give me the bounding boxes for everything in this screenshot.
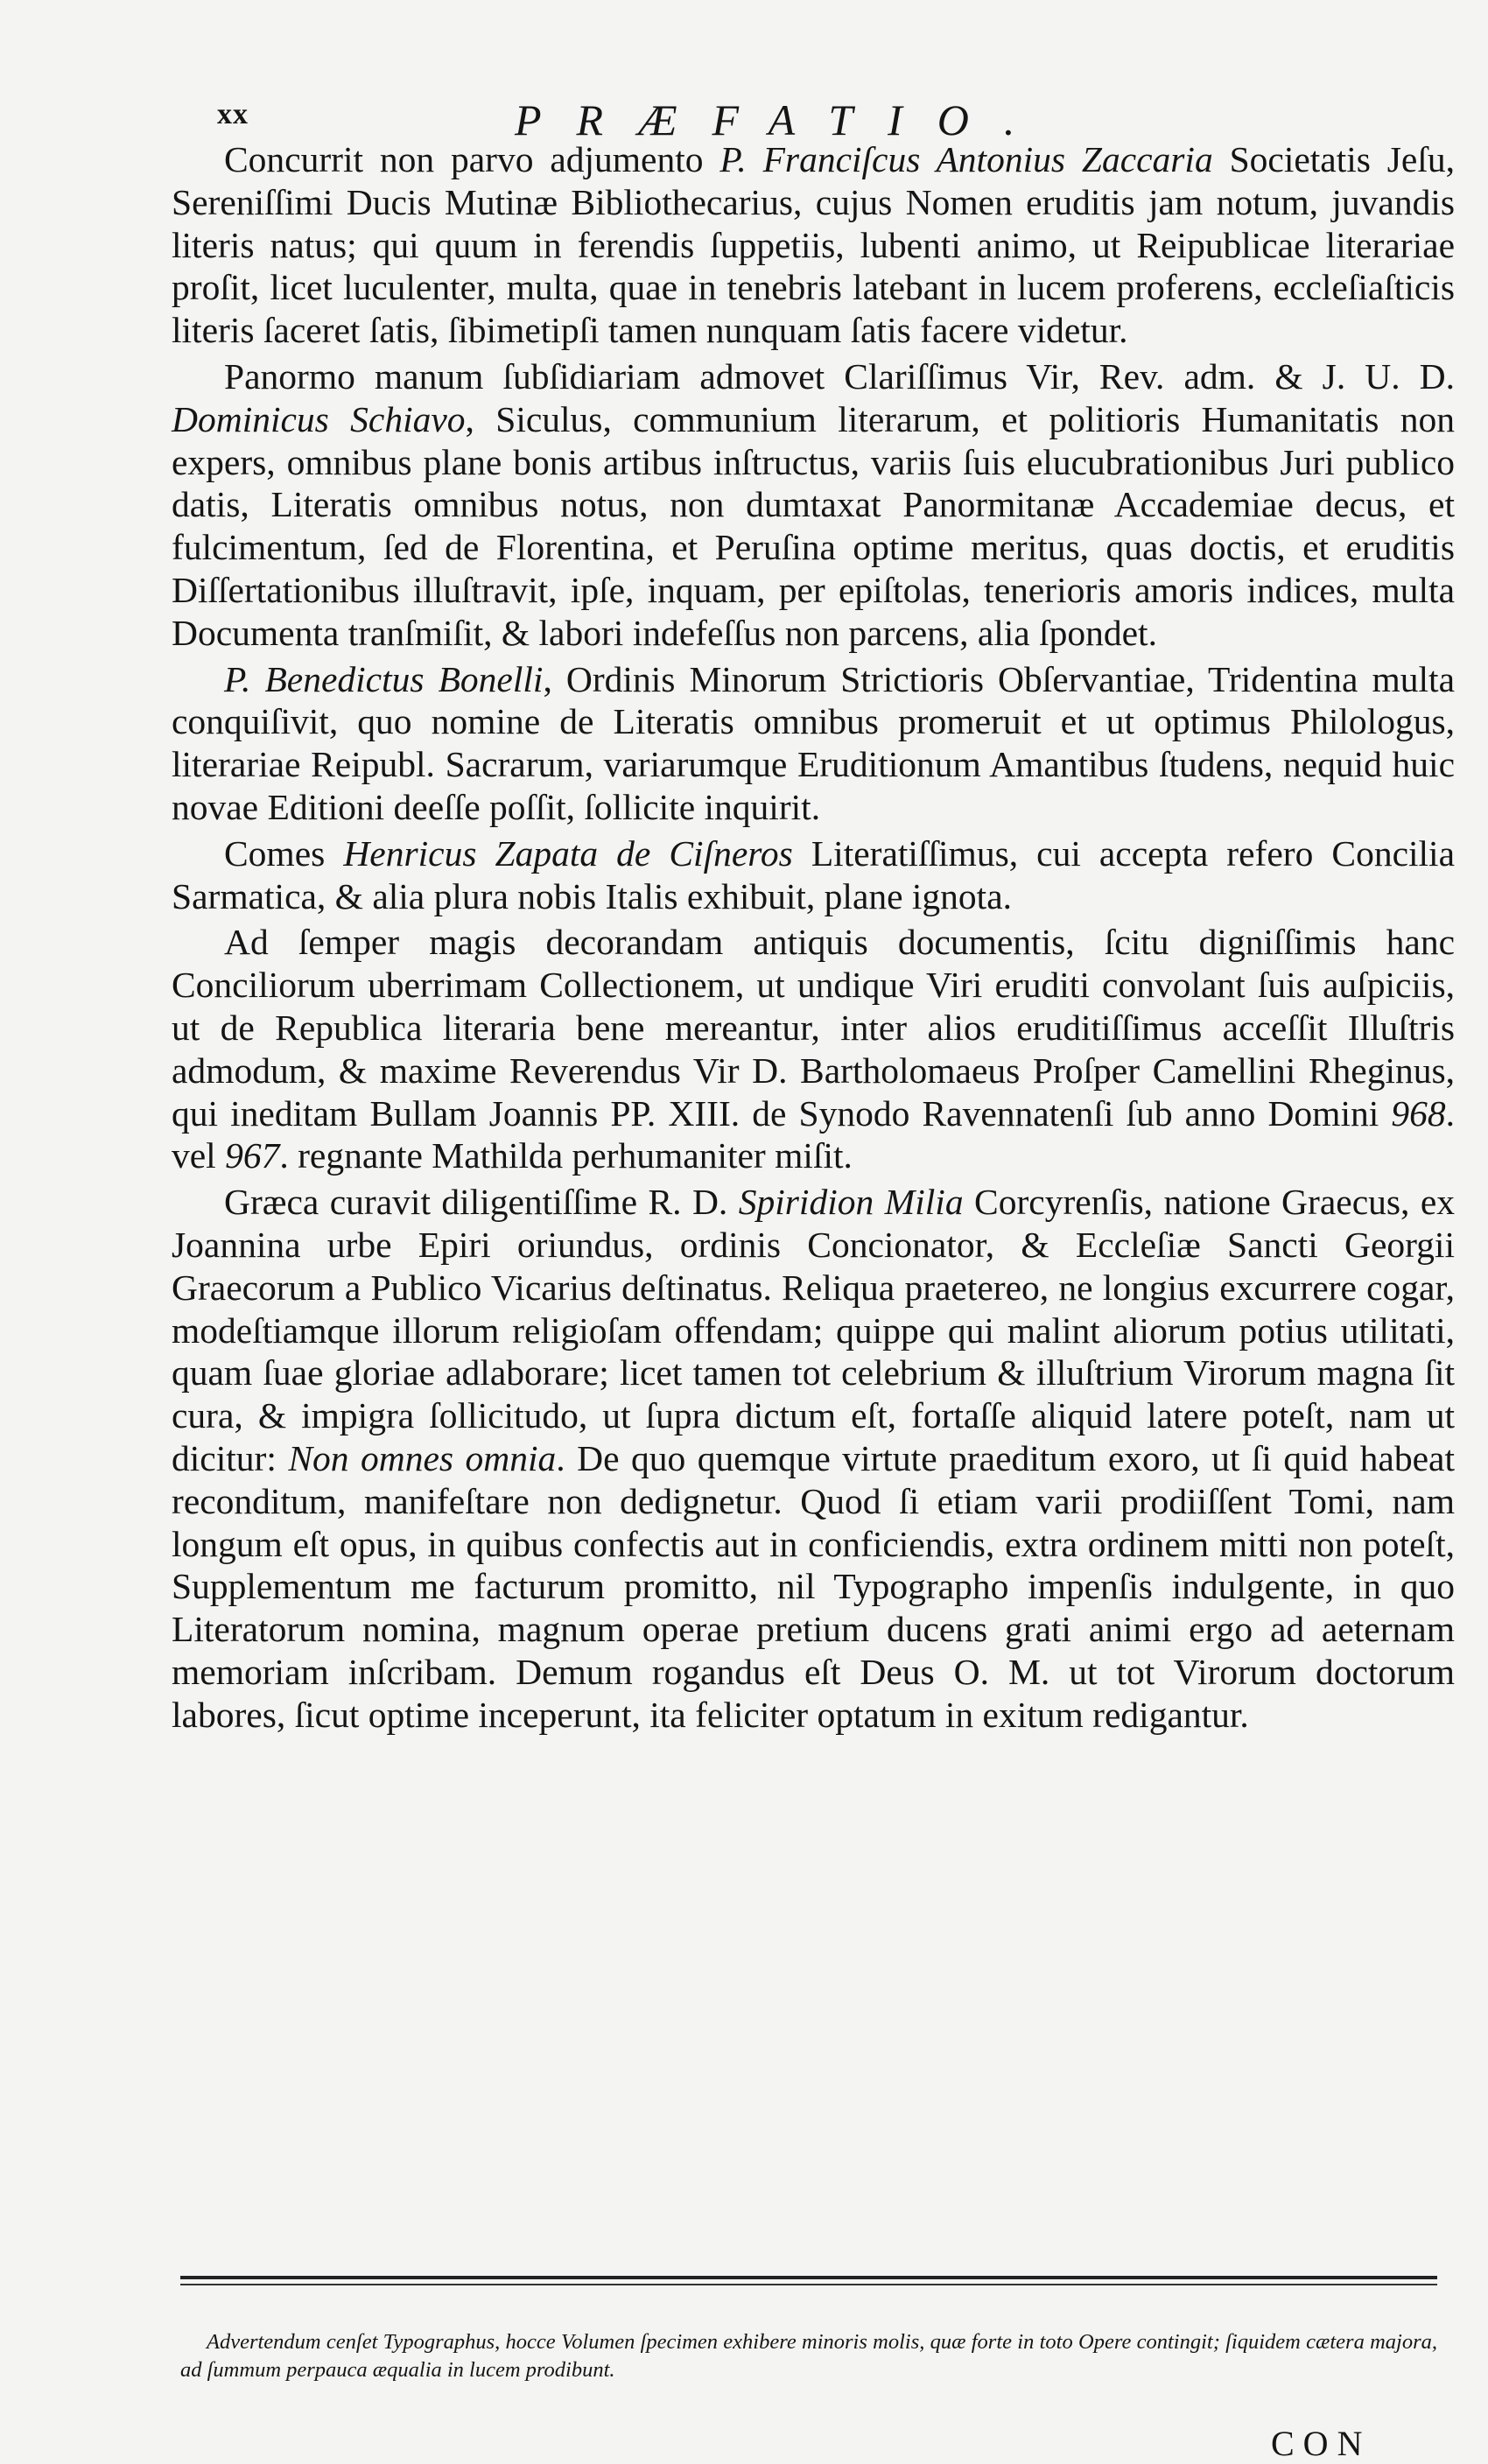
italic-name-run: 967 xyxy=(225,1135,280,1176)
footnote-rule xyxy=(180,2276,1437,2285)
italic-name-run: 968 xyxy=(1391,1092,1446,1134)
text-run: , Siculus, communium literarum, et politioris Humanitatis non expers, omnibus plane bonis artibus inſtructus, variis ſuis elucubrationibus Juri publico datis, Literatis omnibus notus, non dumtaxat Panormitanæ Accademiae decus, et fulcimentum, ſed de Florentina, et Peruſina optime meritus, quas doctis, et eruditis Diſſertationibus illuſtravit, ipſe, inquam, per epiſtolas, tenerioris amoris indices, multa Documenta tranſmiſit, & labori indefeſſus non parcens, alia ſpondet. xyxy=(172,398,1455,653)
italic-name-run: Non omnes omnia xyxy=(288,1437,557,1478)
italic-name-run: Dominicus Schiavo xyxy=(172,398,466,439)
text-run: Societatis Jeſu, Sereniſſimi Ducis Mutinæ Bibliothecarius, cujus Nomen eruditis jam notum, juvandis literis natus; qui quum in ferendis ſuppetiis, lubenti animo, ut Reipublicae literariae proſit, licet luculenter, multa, quae in tenebris latebant in lucem proferens, eccleſiaſticis literis ſaceret ſatis, ſibimetipſi tamen nunquam ſatis facere videtur. xyxy=(172,139,1455,351)
running-title: PRÆFATIO. xyxy=(515,95,1050,144)
catchword: CON xyxy=(1271,2424,1372,2463)
italic-name-run: Henricus Zapata de Ciſneros xyxy=(343,832,793,874)
paragraph-zapata xyxy=(172,832,1455,918)
paragraph-bonelli xyxy=(172,658,1455,829)
italic-name-run: Spiridion Milia xyxy=(738,1182,964,1223)
paragraph-camellini xyxy=(172,921,1455,1177)
text-run: . De quo quemque virtute praeditum exoro, ut ſi quid habeat reconditum, manifeſtare non dedignetur. Quod ſi etiam varii prodiiſſent Tomi, nam longum eſt opus, in quibus confectis aut in conficiendis, extra ordinem mitti non poteſt, Supplementum me facturum promitto, nil Typographo impenſis indulgente, in quo Literatorum nomina, magnum operae pretium ducens grati animi ergo ad aeternam memoriam inſcribam. Demum rogandus eſt Deus O. M. ut tot Virorum doctorum labores, ſicut optime inceperunt, ita feliciter optatum in exitum redigantur. xyxy=(172,1437,1455,1735)
text-run: Græca curavit diligentiſſime R. D. xyxy=(224,1182,739,1223)
paragraph-schiavo xyxy=(172,355,1455,655)
text-run: Panormo manum ſubſidiariam admovet Clariſſimus Vir, Rev. adm. & J. U. D. xyxy=(224,355,1455,397)
italic-name-run: P. Benedictus Bonelli xyxy=(224,658,544,699)
paragraph-zaccaria xyxy=(172,138,1455,352)
italic-name-run: P. Franciſcus Antonius Zaccaria xyxy=(719,139,1213,179)
text-run: . regnante Mathilda perhumaniter miſit. xyxy=(279,1135,853,1176)
paragraph-milia xyxy=(172,1181,1455,1736)
text-run: Ad ſemper magis decorandam antiquis documentis, ſcitu digniſſimis hanc Conciliorum uberrimam Collectionem, ut undique Viri eruditi convolant ſuis auſpiciis, ut de Republica literaria bene mereantur, inter alios eruditiſſimus acceſſit Illuſtris admodum, & maxime Reverendus Vir D. Bartholomaeus Proſper Camellini Rheginus, qui ineditam Bullam Joannis PP. XIII. de Synodo Ravennatenſi ſub anno Domini xyxy=(172,922,1455,1134)
text-run: Concurrit non parvo adjumento xyxy=(224,139,720,179)
text-run: , Ordinis Minorum Strictioris Obſervantiae, Tridentina multa conquiſivit, quo nomine de Literatis omnibus promeruit et ut optimus Philologus, literariae Reipubl. Sacrarum, variarumque Eruditionum Amantibus ſtudens, nequid huic novae Editioni deeſſe poſſit, ſollicite inquirit. xyxy=(172,658,1455,827)
rule-thick xyxy=(180,2276,1437,2279)
text-run: Corcyrenſis, natione Graecus, ex Joannina urbe Epiri oriundus, ordinis Concionator, & Eccleſiæ Sancti Georgii Graecorum a Publico Vicarius deſtinatus. Reliqua praetereo, ne longius excurrere cogar, modeſtiamque illorum religioſam offendam; quippe qui malint aliorum potius utilitati, quam ſuae gloriae adlaborare; licet tamen tot celebrium & illuſtrium Virorum magna ſit cura, & impigra ſollicitudo, ut ſupra dictum eſt, fortaſſe aliquid latere poteſt, nam ut dicitur: xyxy=(172,1182,1455,1478)
text-run: . vel xyxy=(172,1092,1455,1176)
body-text xyxy=(172,138,1455,1736)
footnote: Advertendum cenſet Typographus, hocce Volumen ſpecimen exhibere minoris molis, quæ forte in toto Opere contingit; ſiquidem cætera majora, ad ſummum perpauca æqualia in lucem prodibunt. xyxy=(180,2330,1437,2382)
page-number: xx xyxy=(217,98,249,130)
rule-thin xyxy=(180,2284,1437,2285)
text-run: Comes xyxy=(224,832,344,874)
text-run: Literatiſſimus, cui accepta refero Concilia Sarmatica, & alia plura nobis Italis exhibuit, plane ignota. xyxy=(172,832,1456,916)
